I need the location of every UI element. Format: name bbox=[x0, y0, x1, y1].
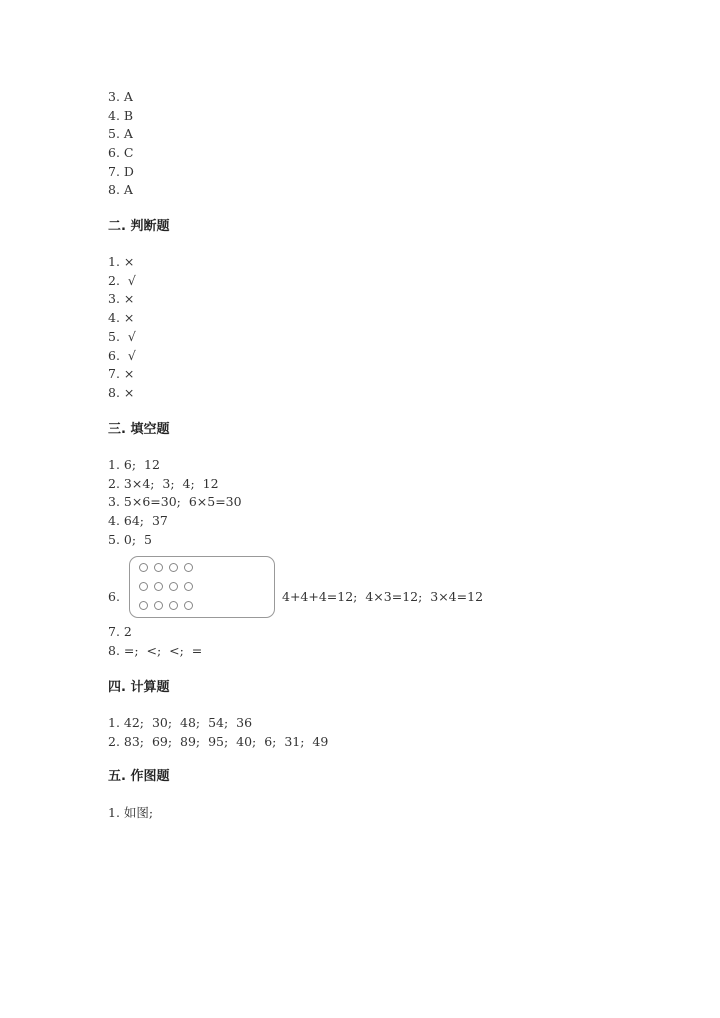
answer-line: 4. B bbox=[108, 108, 134, 123]
circle-dot bbox=[169, 582, 178, 591]
answer-line: 4. × bbox=[108, 310, 135, 325]
answer-line: 5. 0; 5 bbox=[108, 532, 152, 547]
answer-line: 8. × bbox=[108, 385, 135, 400]
section-heading: 四. 计算题 bbox=[108, 680, 170, 695]
circle-dot bbox=[139, 601, 148, 610]
answer-line: 7. × bbox=[108, 366, 135, 381]
answer-line: 7. 2 bbox=[108, 624, 132, 639]
circle-dot bbox=[184, 563, 193, 572]
section-heading: 二. 判断题 bbox=[108, 219, 170, 234]
section-heading: 五. 作图题 bbox=[108, 769, 170, 784]
answer-line: 8. A bbox=[108, 182, 133, 197]
answer-line: 3. 5×6=30; 6×5=30 bbox=[108, 494, 242, 509]
answer-line-label: 6. bbox=[108, 589, 120, 604]
answer-line: 7. D bbox=[108, 164, 134, 179]
section-heading: 三. 填空题 bbox=[108, 422, 170, 437]
answer-line: 1. 如图; bbox=[108, 805, 154, 820]
circle-dot bbox=[154, 563, 163, 572]
answer-line: 1. 6; 12 bbox=[108, 457, 160, 472]
answer-line: 6. C bbox=[108, 145, 134, 160]
answer-line: 5. √ bbox=[108, 329, 136, 344]
circle-dot bbox=[169, 601, 178, 610]
answer-line: 8. =; <; <; = bbox=[108, 643, 203, 658]
answer-line: 4+4+4=12; 4×3=12; 3×4=12 bbox=[282, 589, 484, 604]
answer-line: 1. × bbox=[108, 254, 135, 269]
circle-dot bbox=[139, 563, 148, 572]
answer-line: 3. A bbox=[108, 89, 133, 104]
circle-dot bbox=[169, 563, 178, 572]
answer-line: 3. × bbox=[108, 291, 135, 306]
answer-line: 1. 42; 30; 48; 54; 36 bbox=[108, 715, 253, 730]
answer-line: 2. √ bbox=[108, 273, 136, 288]
circle-dot bbox=[184, 582, 193, 591]
answer-line: 4. 64; 37 bbox=[108, 513, 168, 528]
circle-dot bbox=[154, 601, 163, 610]
answer-line: 2. 83; 69; 89; 95; 40; 6; 31; 49 bbox=[108, 734, 329, 749]
circle-dot bbox=[154, 582, 163, 591]
answer-line: 2. 3×4; 3; 4; 12 bbox=[108, 476, 219, 491]
dots-figure bbox=[129, 556, 275, 618]
answer-line: 6. √ bbox=[108, 348, 136, 363]
circle-dot bbox=[139, 582, 148, 591]
answer-line: 5. A bbox=[108, 126, 133, 141]
circle-dot bbox=[184, 601, 193, 610]
